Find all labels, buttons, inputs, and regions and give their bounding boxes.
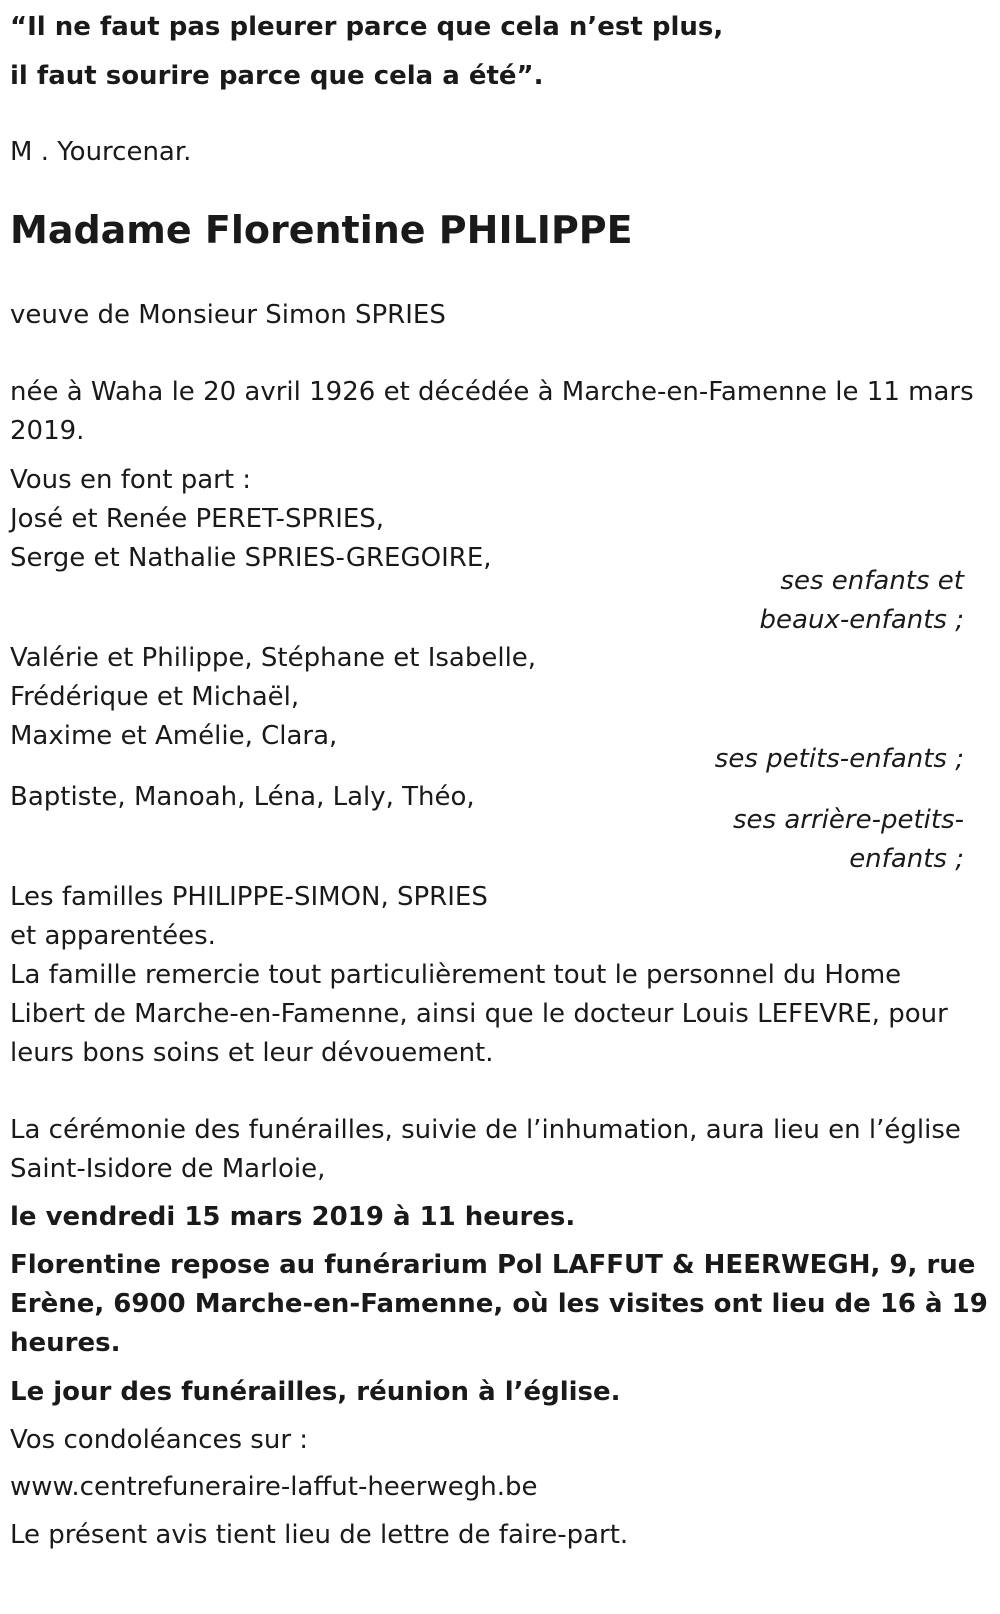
birth-death-line-1: née à Waha le 20 avril 1926 et décédée à Marche-en-Famenne le 11 mars	[10, 377, 974, 407]
families-line-1: Les familles PHILIPPE-SIMON, SPRIES	[10, 882, 488, 912]
families-line-2: et apparentées.	[10, 921, 216, 951]
notice-line: Le présent avis tient lieu de lettre de faire-part.	[10, 1520, 629, 1550]
thanks-line-3: leurs bons soins et leur dévouement.	[10, 1038, 494, 1068]
thanks-line-2: Libert de Marche-en-Famenne, ainsi que le docteur Louis LEFEVRE, pour	[10, 999, 948, 1029]
reunion-line: Le jour des funérailles, réunion à l’église.	[10, 1377, 621, 1407]
grandchild-line: Frédérique et Michaël,	[10, 682, 300, 712]
quote-line-1: “Il ne faut pas pleurer parce que cela n’est plus,	[10, 12, 724, 42]
thanks-line-1: La famille remercie tout particulièrement tout le personnel du Home	[10, 960, 902, 990]
children-role-2: beaux-enfants ;	[759, 605, 964, 635]
great-grandchildren-line: Baptiste, Manoah, Léna, Laly, Théo,	[10, 782, 475, 812]
quote-line-2: il faut sourire parce que cela a été”.	[10, 61, 544, 91]
spouse-line: veuve de Monsieur Simon SPRIES	[10, 300, 446, 330]
child-line: Serge et Nathalie SPRIES-GREGOIRE,	[10, 543, 492, 573]
quote-author: M . Yourcenar.	[10, 137, 192, 167]
website-link[interactable]: www.centrefuneraire-laffut-heerwegh.be	[10, 1472, 538, 1502]
ceremony-date: le vendredi 15 mars 2019 à 11 heures.	[10, 1202, 576, 1232]
great-grandchildren-role-1: ses arrière-petits-	[733, 805, 964, 835]
birth-death-line-2: 2019.	[10, 416, 85, 446]
repose-line-3: heures.	[10, 1328, 121, 1358]
repose-line-2: Erène, 6900 Marche-en-Famenne, où les visites ont lieu de 16 à 19	[10, 1289, 988, 1319]
ceremony-line-1: La cérémonie des funérailles, suivie de l’inhumation, aura lieu en l’église	[10, 1115, 961, 1145]
grandchild-line: Maxime et Amélie, Clara,	[10, 721, 338, 751]
child-line: José et Renée PERET-SPRIES,	[10, 504, 385, 534]
family-intro: Vous en font part :	[10, 465, 252, 495]
great-grandchildren-role-2: enfants ;	[849, 844, 964, 874]
condolences-label: Vos condoléances sur :	[10, 1425, 309, 1455]
repose-line-1: Florentine repose au funérarium Pol LAFFUT & HEERWEGH, 9, rue	[10, 1250, 976, 1280]
children-role-1: ses enfants et	[780, 566, 964, 596]
grandchildren-role: ses petits-enfants ;	[714, 744, 964, 774]
ceremony-line-2: Saint-Isidore de Marloie,	[10, 1154, 326, 1184]
deceased-name: Madame Florentine PHILIPPE	[10, 208, 633, 252]
grandchild-line: Valérie et Philippe, Stéphane et Isabelle,	[10, 643, 537, 673]
